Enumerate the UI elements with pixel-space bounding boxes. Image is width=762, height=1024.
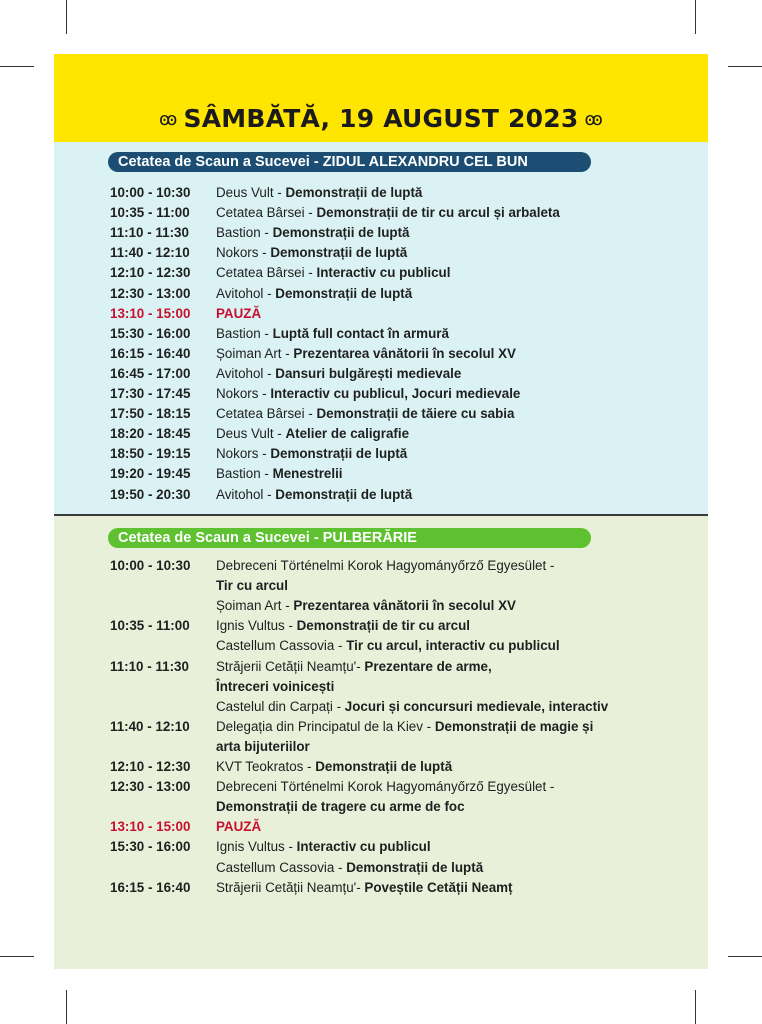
activity-name: Luptă full contact în armură [272, 325, 449, 341]
crop-mark [0, 66, 34, 67]
group-name: Nokors - [216, 245, 271, 261]
section-heading-pulberarie: Cetatea de Scaun a Sucevei - PULBERĂRIE [108, 528, 591, 548]
activity-name: Demonstrații de luptă [285, 185, 423, 200]
group-name: Bastion - [216, 466, 273, 482]
group-name: Castellum Cassovia - [216, 859, 347, 875]
group-name: Șoiman Art - [216, 598, 294, 614]
activity-name: Interactiv cu publicul [296, 839, 431, 855]
time-slot: 13:10 - 15:00 [110, 819, 191, 835]
page-title [54, 104, 708, 133]
group-name: Avitohol - [216, 486, 276, 502]
group-name: Debreceni Történelmi Korok Hagyományőrző Egyesület - [216, 779, 555, 795]
entry-description [216, 304, 261, 324]
entry-description [216, 384, 520, 404]
group-name: Avitohol - [216, 365, 276, 381]
activity-name: Demonstrații de luptă [272, 225, 410, 241]
group-name: Cetatea Bârsei - [216, 205, 317, 221]
entry-description [216, 183, 422, 203]
entry-description [216, 817, 261, 837]
activity-name: Întreceri voinicești [216, 678, 335, 694]
group-name: Nokors - [216, 386, 271, 401]
program-sheet [54, 54, 708, 969]
time-slot: 10:00 - 10:30 [110, 558, 191, 573]
crop-mark [0, 956, 34, 957]
activity-name: Demonstrații de tragere cu arme de foc [216, 799, 465, 815]
entry-description [216, 576, 288, 596]
time-slot: 11:10 - 11:30 [110, 225, 189, 241]
group-name: Cetatea Bârsei - [216, 406, 317, 422]
group-name: Bastion - [216, 225, 273, 241]
time-slot: 13:10 - 15:00 [110, 305, 191, 321]
group-name: Ignis Vultus - [216, 839, 297, 855]
crop-mark [695, 0, 696, 34]
ornament-left-icon: ꙭ [159, 109, 178, 130]
entry-description [216, 223, 409, 243]
activity-name: Demonstrații de tir cu arcul și arbaleta [316, 205, 560, 221]
group-name: Străjerii Cetății Neamțu'- [216, 879, 365, 895]
activity-name: Prezentarea vânătorii în secolul XV [293, 598, 516, 614]
activity-name: Poveștile Cetății Neamț [364, 879, 513, 895]
group-name: Șoiman Art - [216, 345, 294, 361]
entry-description [216, 596, 516, 616]
entry-description [216, 878, 513, 898]
entry-description [216, 777, 554, 797]
entry-description [216, 404, 514, 424]
entry-description [216, 444, 407, 464]
time-slot: 19:20 - 19:45 [110, 466, 191, 482]
activity-name: arta bijuteriilor [216, 738, 310, 754]
entry-description [216, 344, 516, 364]
entry-description [216, 464, 343, 484]
activity-name: Jocuri și concursuri medievale, interactiv [344, 698, 609, 714]
entry-description [216, 837, 431, 857]
crop-mark [66, 0, 67, 34]
entry-description [216, 364, 461, 384]
entry-description [216, 243, 407, 263]
entry-description [216, 697, 608, 717]
activity-name: Demonstrații de luptă [315, 759, 453, 774]
entry-description [216, 797, 465, 817]
group-name: Castelul din Carpați - [216, 698, 345, 714]
activity-name: Demonstrații de luptă [270, 245, 408, 261]
group-name: Străjerii Cetății Neamțu'- [216, 658, 365, 674]
time-slot: 12:10 - 12:30 [110, 265, 191, 281]
crop-mark [695, 990, 696, 1024]
entry-description [216, 657, 492, 677]
entry-description [216, 203, 560, 223]
time-slot: 10:00 - 10:30 [110, 185, 191, 200]
activity-name: Atelier de caligrafie [285, 426, 410, 442]
group-name: KVT Teokratos - [216, 759, 316, 774]
entry-description [216, 284, 412, 304]
activity-name: Demonstrații de tăiere cu sabia [316, 406, 515, 422]
time-slot: 12:10 - 12:30 [110, 759, 191, 774]
time-slot: 10:35 - 11:00 [110, 205, 190, 221]
activity-name: Demonstrații de luptă [275, 285, 413, 301]
time-slot: 11:40 - 12:10 [110, 718, 190, 734]
entry-description [216, 717, 593, 737]
time-slot: 17:50 - 18:15 [110, 406, 191, 422]
header-band [54, 54, 708, 142]
time-slot: 11:10 - 11:30 [110, 658, 189, 674]
time-slot: 16:45 - 17:00 [110, 365, 191, 381]
entry-description [216, 636, 560, 656]
time-slot: 15:30 - 16:00 [110, 839, 191, 855]
crop-mark [728, 66, 762, 67]
entry-description [216, 424, 409, 444]
activity-name: Demonstrații de magie și [434, 718, 594, 734]
group-name: Ignis Vultus - [216, 618, 297, 634]
activity-name: Tir cu arcul [216, 578, 288, 594]
time-slot: 12:30 - 13:00 [110, 779, 191, 795]
entry-description [216, 737, 310, 757]
group-name: Bastion - [216, 325, 273, 341]
time-slot: 15:30 - 16:00 [110, 325, 191, 341]
time-slot: 10:35 - 11:00 [110, 618, 190, 634]
section-heading-zidul: Cetatea de Scaun a Sucevei - ZIDUL ALEXANDRU CEL BUN [108, 152, 591, 172]
activity-name: PAUZĂ [216, 305, 262, 321]
activity-name: Prezentare de arme, [364, 658, 492, 674]
time-slot: 11:40 - 12:10 [110, 245, 190, 261]
activity-name: Dansuri bulgărești medievale [275, 365, 462, 381]
activity-name: PAUZĂ [216, 819, 262, 835]
section-pulberarie [54, 516, 708, 969]
time-slot: 18:50 - 19:15 [110, 446, 191, 462]
crop-mark [728, 956, 762, 957]
activity-name: Prezentarea vânătorii în secolul XV [293, 345, 516, 361]
activity-name: Tir cu arcul, interactiv cu publicul [346, 638, 560, 654]
time-slot: 12:30 - 13:00 [110, 285, 191, 301]
entry-description [216, 324, 449, 344]
entry-description [216, 677, 334, 697]
entry-description [216, 556, 554, 576]
group-name: Debreceni Történelmi Korok Hagyományőrző Egyesület - [216, 558, 555, 573]
group-name: Avitohol - [216, 285, 276, 301]
entry-description [216, 485, 412, 505]
group-name: Delegația din Principatul de la Kiev - [216, 718, 435, 734]
ornament-right-icon: ꙭ [584, 109, 603, 130]
group-name: Deus Vult - [216, 426, 286, 442]
entry-description [216, 757, 452, 777]
time-slot: 16:15 - 16:40 [110, 345, 191, 361]
entry-description [216, 263, 450, 283]
title-text: SÂMBĂTĂ, 19 AUGUST 2023 [183, 104, 579, 133]
group-name: Cetatea Bârsei - [216, 265, 317, 281]
time-slot: 16:15 - 16:40 [110, 879, 191, 895]
activity-name: Interactiv cu publicul [316, 265, 451, 281]
activity-name: Demonstrații de luptă [346, 859, 484, 875]
time-slot: 17:30 - 17:45 [110, 386, 191, 401]
activity-name: Demonstrații de luptă [275, 486, 413, 502]
activity-name: Demonstrații de luptă [270, 446, 408, 462]
activity-name: Menestrelii [272, 466, 343, 482]
time-slot: 19:50 - 20:30 [110, 486, 191, 502]
crop-mark [66, 990, 67, 1024]
group-name: Castellum Cassovia - [216, 638, 347, 654]
activity-name: Interactiv cu publicul, Jocuri medievale [270, 386, 521, 401]
entry-description [216, 858, 483, 878]
section-zidul [54, 142, 708, 566]
time-slot: 18:20 - 18:45 [110, 426, 191, 442]
group-name: Deus Vult - [216, 185, 286, 200]
group-name: Nokors - [216, 446, 271, 462]
entry-description [216, 616, 470, 636]
activity-name: Demonstrații de tir cu arcul [296, 618, 471, 634]
